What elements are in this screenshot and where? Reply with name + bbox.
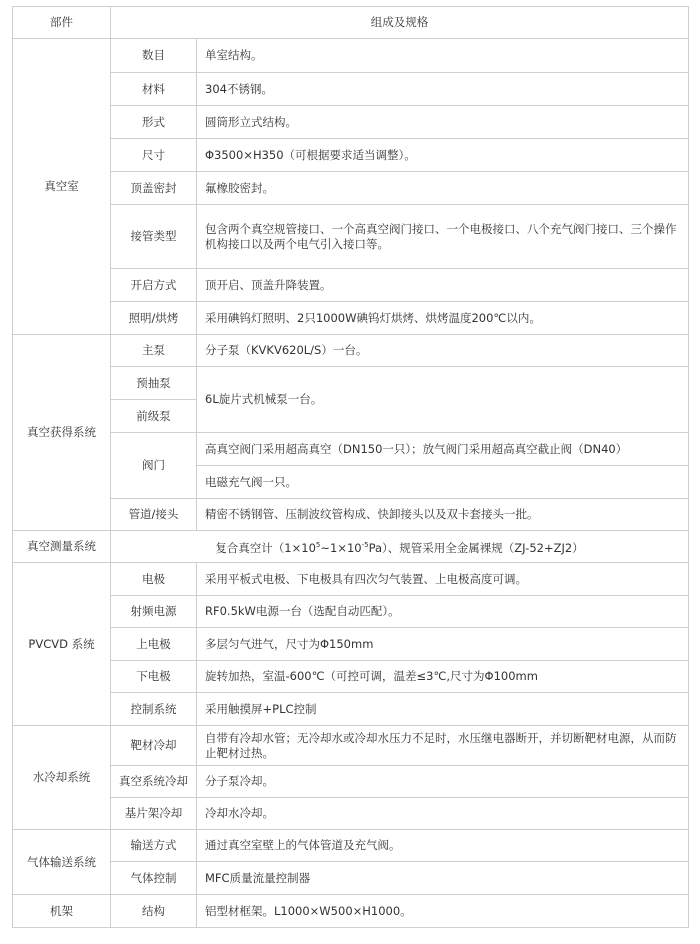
spec-cell: Φ3500×H350（可根据要求适当调整）。 — [197, 139, 689, 172]
item-label: 主泵 — [111, 335, 197, 367]
item-label: 气体控制 — [111, 862, 197, 895]
item-label: 材料 — [111, 73, 197, 106]
spec-cell: RF0.5kW电源一台（选配自动匹配）。 — [197, 596, 689, 628]
item-label: 数目 — [111, 39, 197, 73]
spec-cell: 高真空阀门采用超高真空（DN150一只）；放气阀门采用超高真空截止阀（DN40） — [197, 433, 689, 466]
spec-cell: 采用平板式电极、下电极具有四次匀气装置、上电极高度可调。 — [197, 563, 689, 596]
table-row — [13, 205, 689, 269]
item-label: 控制系统 — [111, 693, 197, 726]
item-label: 上电极 — [111, 628, 197, 661]
group-label: 真空室 — [13, 39, 111, 335]
header-part: 部件 — [13, 7, 111, 39]
spec-cell: 旋转加热，室温-600℃（可控可调，温差≤3℃,尺寸为Φ100mm — [197, 661, 689, 693]
item-label: 射频电源 — [111, 596, 197, 628]
table-row — [13, 830, 689, 862]
spec-cell: 铝型材框架。L1000×W500×H1000。 — [197, 895, 689, 928]
spec-cell: 顶开启、顶盖升降装置。 — [197, 269, 689, 302]
group-label: 水冷却系统 — [13, 726, 111, 830]
item-label: 预抽泵 — [111, 367, 197, 400]
table-row — [13, 302, 689, 335]
table-row — [13, 433, 689, 466]
spec-cell: 通过真空室壁上的气体管道及充气阀。 — [197, 830, 689, 862]
item-label: 形式 — [111, 106, 197, 139]
spec-cell: 分子泵（KVKV620L/S）一台。 — [197, 335, 689, 367]
group-label: PVCVD 系统 — [13, 563, 111, 726]
table-row — [13, 862, 689, 895]
table-row — [13, 726, 689, 766]
table-row — [13, 269, 689, 302]
table-row — [13, 563, 689, 596]
spec-cell: 氟橡胶密封。 — [197, 172, 689, 205]
item-label: 基片架冷却 — [111, 798, 197, 830]
item-label: 顶盖密封 — [111, 172, 197, 205]
table-header-row — [13, 7, 689, 39]
spec-cell: 自带有冷却水管；无冷却水或冷却水压力不足时，水压继电器断开，并切断靶材电源，从而防止靶材过热。 — [197, 726, 689, 766]
spec-cell: 圆筒形立式结构。 — [197, 106, 689, 139]
table-row — [13, 139, 689, 172]
item-label: 尺寸 — [111, 139, 197, 172]
item-label: 靶材冷却 — [111, 726, 197, 766]
item-label: 下电极 — [111, 661, 197, 693]
table-row — [13, 693, 689, 726]
group-label: 真空获得系统 — [13, 335, 111, 531]
spec-cell: 6L旋片式机械泵一台。 — [197, 367, 689, 433]
spec-cell: 采用触摸屏+PLC控制 — [197, 693, 689, 726]
spec-table — [12, 6, 689, 928]
spec-cell: 冷却水冷却。 — [197, 798, 689, 830]
table-row — [13, 766, 689, 798]
table-row — [13, 499, 689, 531]
group-label: 气体输送系统 — [13, 830, 111, 895]
table-row — [13, 798, 689, 830]
item-label: 照明/烘烤 — [111, 302, 197, 335]
header-spec: 组成及规格 — [111, 7, 689, 39]
table-row — [13, 73, 689, 106]
spec-cell: 复合真空计$(1\times 10^5\sim 1\times 10^{-5}Pa)$、规管采用全金属裸规（ZJ-52+ZJ2） — [111, 531, 689, 563]
item-label: 接管类型 — [111, 205, 197, 269]
table-row — [13, 661, 689, 693]
spec-cell: 单室结构。 — [197, 39, 689, 73]
item-label: 输送方式 — [111, 830, 197, 862]
item-label: 结构 — [111, 895, 197, 928]
item-label: 前级泵 — [111, 400, 197, 433]
table-row — [13, 367, 689, 400]
spec-cell: 分子泵冷却。 — [197, 766, 689, 798]
spec-cell: MFC质量流量控制器 — [197, 862, 689, 895]
spec-cell: 304不锈钢。 — [197, 73, 689, 106]
item-label: 开启方式 — [111, 269, 197, 302]
item-label: 电极 — [111, 563, 197, 596]
item-label: 真空系统冷却 — [111, 766, 197, 798]
item-label: 阀门 — [111, 433, 197, 499]
table-row — [13, 335, 689, 367]
group-label: 机架 — [13, 895, 111, 928]
table-row — [13, 106, 689, 139]
table-row — [13, 531, 689, 563]
item-label: 管道/接头 — [111, 499, 197, 531]
table-row — [13, 596, 689, 628]
table-row — [13, 39, 689, 73]
spec-cell: 采用碘钨灯照明、2只1000W碘钨灯烘烤、烘烤温度200℃以内。 — [197, 302, 689, 335]
table-row — [13, 172, 689, 205]
spec-cell: 包含两个真空规管接口、一个高真空阀门接口、一个电极接口、八个充气阀门接口、三个操作机构接口以及两个电气引入接口等。 — [197, 205, 689, 269]
table-row — [13, 895, 689, 928]
table-row — [13, 628, 689, 661]
spec-cell: 精密不锈钢管、压制波纹管构成、快卸接头以及双卡套接头一批。 — [197, 499, 689, 531]
spec-cell: 多层匀气进气，尺寸为Φ150mm — [197, 628, 689, 661]
spec-cell: 电磁充气阀一只。 — [197, 466, 689, 499]
group-label: 真空测量系统 — [13, 531, 111, 563]
